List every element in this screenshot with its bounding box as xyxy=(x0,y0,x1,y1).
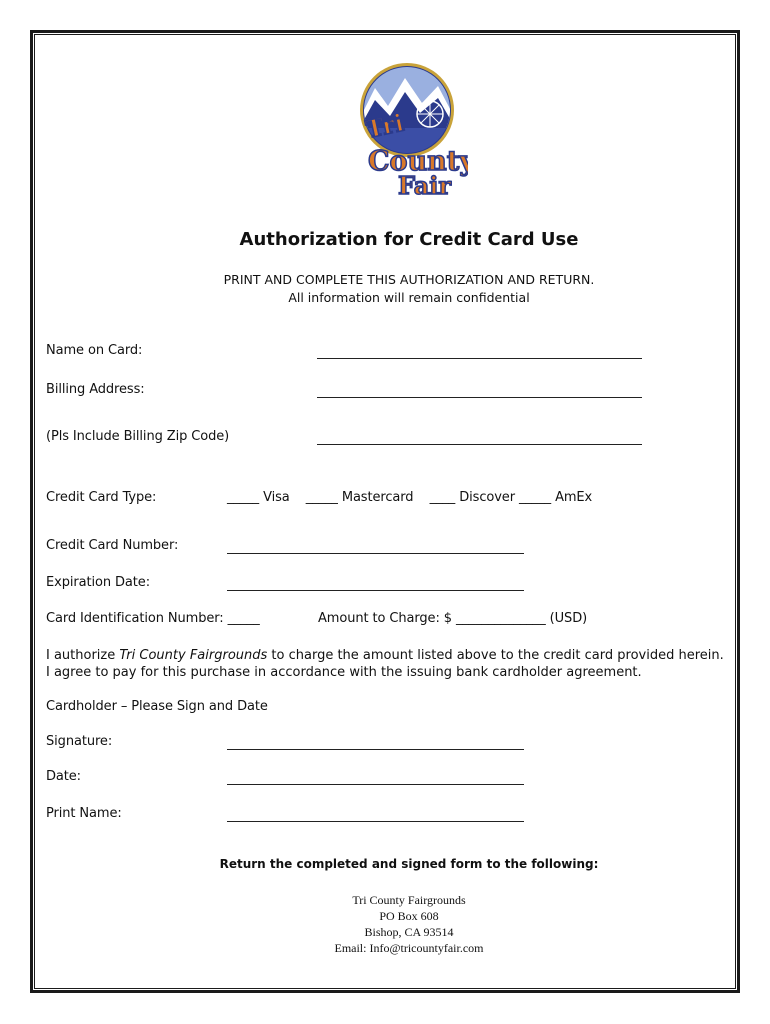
return-po-box: PO Box 608 xyxy=(379,909,439,923)
zip-code-label: (Pls Include Billing Zip Code) xyxy=(46,429,230,444)
card-number-label: Credit Card Number: xyxy=(46,538,179,553)
amount-label: Amount to Charge: xyxy=(318,611,440,626)
card-type-options xyxy=(227,490,592,505)
cid-field[interactable]: _____ xyxy=(227,611,260,626)
visa-checkbox[interactable]: _____ xyxy=(227,490,260,505)
mastercard-checkbox[interactable]: _____ xyxy=(305,490,338,505)
amex-checkbox[interactable]: _____ xyxy=(519,490,552,505)
cid-label: Card Identification Number: xyxy=(46,611,224,626)
print-name-label: Print Name: xyxy=(46,806,122,821)
cid-row xyxy=(46,611,260,626)
logo-text-tri: Tri xyxy=(363,107,407,144)
confidentiality-note: All information will remain confidential xyxy=(288,290,530,305)
amount-field[interactable]: ______________ xyxy=(456,611,546,626)
amount-row xyxy=(318,611,587,626)
logo-text-fair: Fair xyxy=(398,171,452,200)
date-field[interactable] xyxy=(227,770,524,789)
date-label: Date: xyxy=(46,769,81,784)
logo-text-county: County xyxy=(368,146,468,177)
signature-section-heading: Cardholder – Please Sign and Date xyxy=(46,699,268,714)
authorization-org-name: Tri County Fairgrounds xyxy=(119,648,268,663)
currency-symbol: $ xyxy=(443,611,452,626)
authorization-text-end: to charge the amount listed above to the credit card provided herein. I agree to pay for this purchase in accordance with the issuing bank cardholder agreement. xyxy=(46,648,724,680)
discover-checkbox[interactable]: ____ xyxy=(429,490,456,505)
card-type-label: Credit Card Type: xyxy=(46,490,157,505)
billing-address-label: Billing Address: xyxy=(46,382,145,397)
form-title: Authorization for Credit Card Use xyxy=(239,229,579,250)
card-number-field[interactable] xyxy=(227,539,524,558)
form-instructions: PRINT AND COMPLETE THIS AUTHORIZATION AND RETURN. xyxy=(223,272,595,287)
return-email: Email: Info@tricountyfair.com xyxy=(334,941,484,955)
tri-county-fair-logo xyxy=(350,58,468,200)
name-on-card-field[interactable] xyxy=(317,344,642,363)
mastercard-label: Mastercard xyxy=(341,490,414,505)
name-on-card-label: Name on Card: xyxy=(46,343,143,358)
billing-zip-field[interactable] xyxy=(317,430,642,449)
signature-field[interactable] xyxy=(227,735,524,754)
amex-label: AmEx xyxy=(555,490,593,505)
authorization-statement xyxy=(46,647,726,681)
billing-address-field[interactable] xyxy=(317,383,642,402)
expiration-date-field[interactable] xyxy=(227,576,524,595)
currency-unit: (USD) xyxy=(549,611,588,626)
return-instructions: Return the completed and signed form to the following: xyxy=(219,857,599,871)
return-org-name: Tri County Fairgrounds xyxy=(352,893,466,907)
authorization-text-start: I authorize xyxy=(46,648,120,663)
expiration-date-label: Expiration Date: xyxy=(46,575,150,590)
print-name-field[interactable] xyxy=(227,807,524,826)
signature-label: Signature: xyxy=(46,734,113,749)
discover-label: Discover xyxy=(459,490,515,505)
visa-label: Visa xyxy=(263,490,290,505)
return-city: Bishop, CA 93514 xyxy=(364,925,454,939)
